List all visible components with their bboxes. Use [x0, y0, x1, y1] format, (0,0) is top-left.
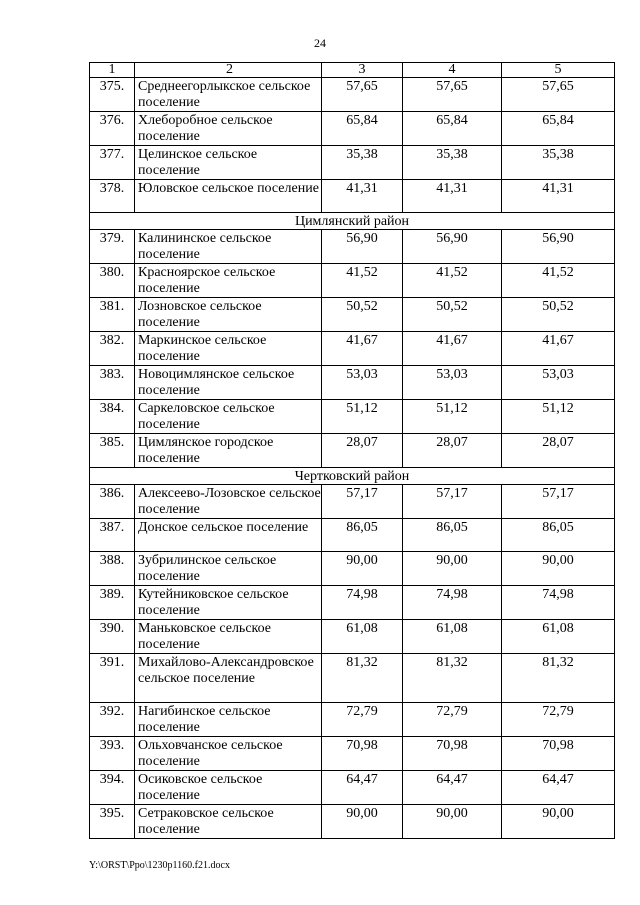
value-col-4: 53,03 — [403, 366, 502, 400]
value-col-5: 41,31 — [502, 180, 615, 213]
settlement-name: Маньковское сельское поселение — [135, 620, 322, 654]
header-col-1: 1 — [90, 63, 135, 78]
value-col-3: 57,17 — [322, 485, 403, 519]
settlement-name: Лозновское сельское поселение — [135, 298, 322, 332]
value-col-4: 61,08 — [403, 620, 502, 654]
value-col-3: 90,00 — [322, 805, 403, 839]
value-col-3: 41,52 — [322, 264, 403, 298]
table-row — [90, 654, 615, 703]
row-number: 390. — [90, 620, 135, 654]
table-row — [90, 400, 615, 434]
settlement-name: Нагибинское сельское поселение — [135, 703, 322, 737]
header-col-2: 2 — [135, 63, 322, 78]
value-col-5: 70,98 — [502, 737, 615, 771]
table-row — [90, 332, 615, 366]
table-row — [90, 298, 615, 332]
value-col-4: 74,98 — [403, 586, 502, 620]
row-number: 386. — [90, 485, 135, 519]
row-number: 381. — [90, 298, 135, 332]
value-col-4: 51,12 — [403, 400, 502, 434]
value-col-4: 90,00 — [403, 805, 502, 839]
table-row — [90, 180, 615, 213]
value-col-5: 81,32 — [502, 654, 615, 703]
value-col-5: 90,00 — [502, 552, 615, 586]
value-col-3: 41,31 — [322, 180, 403, 213]
settlement-name: Красноярское сельское поселение — [135, 264, 322, 298]
table-row — [90, 519, 615, 552]
value-col-4: 57,17 — [403, 485, 502, 519]
table-row — [90, 586, 615, 620]
value-col-5: 50,52 — [502, 298, 615, 332]
row-number: 383. — [90, 366, 135, 400]
settlement-name: Донское сельское поселение — [135, 519, 322, 552]
value-col-5: 57,17 — [502, 485, 615, 519]
file-path-footer: Y:\ORST\Ppo\1230p1160.f21.docx — [89, 860, 230, 871]
district-name: Цимлянский район — [90, 213, 615, 230]
table-row — [90, 112, 615, 146]
table-row — [90, 620, 615, 654]
value-col-4: 50,52 — [403, 298, 502, 332]
row-number: 391. — [90, 654, 135, 703]
value-col-3: 81,32 — [322, 654, 403, 703]
table-row — [90, 434, 615, 468]
row-number: 389. — [90, 586, 135, 620]
value-col-3: 28,07 — [322, 434, 403, 468]
table-row — [90, 366, 615, 400]
row-number: 377. — [90, 146, 135, 180]
value-col-4: 57,65 — [403, 78, 502, 112]
value-col-5: 61,08 — [502, 620, 615, 654]
value-col-3: 57,65 — [322, 78, 403, 112]
settlement-name: Юловское сельское поселение — [135, 180, 322, 213]
row-number: 375. — [90, 78, 135, 112]
settlement-name: Зубрилинское сельское поселение — [135, 552, 322, 586]
settlement-name: Алексеево-Лозовское сельское поселение — [135, 485, 322, 519]
district-row — [90, 468, 615, 485]
value-col-5: 86,05 — [502, 519, 615, 552]
value-col-5: 57,65 — [502, 78, 615, 112]
table-row — [90, 230, 615, 264]
value-col-3: 35,38 — [322, 146, 403, 180]
value-col-5: 51,12 — [502, 400, 615, 434]
value-col-4: 56,90 — [403, 230, 502, 264]
header-col-4: 4 — [403, 63, 502, 78]
row-number: 392. — [90, 703, 135, 737]
row-number: 395. — [90, 805, 135, 839]
row-number: 385. — [90, 434, 135, 468]
value-col-4: 41,31 — [403, 180, 502, 213]
value-col-3: 51,12 — [322, 400, 403, 434]
value-col-5: 74,98 — [502, 586, 615, 620]
row-number: 380. — [90, 264, 135, 298]
table-row — [90, 703, 615, 737]
table-row — [90, 771, 615, 805]
settlement-name: Цимлянское городское поселение — [135, 434, 322, 468]
settlements-table — [89, 62, 615, 839]
settlement-name: Новоцимлянское сельское поселение — [135, 366, 322, 400]
row-number: 384. — [90, 400, 135, 434]
header-col-5: 5 — [502, 63, 615, 78]
row-number: 388. — [90, 552, 135, 586]
settlement-name: Хлеборобное сельское поселение — [135, 112, 322, 146]
settlement-name: Калининское сельское поселение — [135, 230, 322, 264]
header-col-3: 3 — [322, 63, 403, 78]
value-col-4: 41,67 — [403, 332, 502, 366]
page-number: 24 — [314, 36, 326, 50]
value-col-5: 56,90 — [502, 230, 615, 264]
row-number: 387. — [90, 519, 135, 552]
district-name: Чертковский район — [90, 468, 615, 485]
value-col-5: 35,38 — [502, 146, 615, 180]
value-col-3: 90,00 — [322, 552, 403, 586]
value-col-4: 70,98 — [403, 737, 502, 771]
table-row — [90, 737, 615, 771]
value-col-4: 64,47 — [403, 771, 502, 805]
value-col-5: 41,67 — [502, 332, 615, 366]
settlement-name: Маркинское сельское поселение — [135, 332, 322, 366]
row-number: 394. — [90, 771, 135, 805]
value-col-5: 53,03 — [502, 366, 615, 400]
value-col-5: 64,47 — [502, 771, 615, 805]
value-col-3: 70,98 — [322, 737, 403, 771]
settlement-name: Саркеловское сельское поселение — [135, 400, 322, 434]
table-row — [90, 485, 615, 519]
value-col-4: 86,05 — [403, 519, 502, 552]
value-col-4: 65,84 — [403, 112, 502, 146]
settlement-name: Ольховчанское сельское поселение — [135, 737, 322, 771]
table-row — [90, 805, 615, 839]
table-row — [90, 264, 615, 298]
row-number: 382. — [90, 332, 135, 366]
value-col-3: 74,98 — [322, 586, 403, 620]
value-col-3: 53,03 — [322, 366, 403, 400]
value-col-5: 28,07 — [502, 434, 615, 468]
value-col-5: 72,79 — [502, 703, 615, 737]
value-col-4: 90,00 — [403, 552, 502, 586]
value-col-3: 61,08 — [322, 620, 403, 654]
value-col-4: 81,32 — [403, 654, 502, 703]
value-col-4: 35,38 — [403, 146, 502, 180]
settlement-name: Целинское сельское поселение — [135, 146, 322, 180]
value-col-3: 50,52 — [322, 298, 403, 332]
row-number: 376. — [90, 112, 135, 146]
district-row — [90, 213, 615, 230]
value-col-3: 41,67 — [322, 332, 403, 366]
settlement-name: Кутейниковское сельское поселение — [135, 586, 322, 620]
table-row — [90, 552, 615, 586]
row-number: 379. — [90, 230, 135, 264]
value-col-3: 56,90 — [322, 230, 403, 264]
settlement-name: Сетраковское сельское поселение — [135, 805, 322, 839]
value-col-5: 41,52 — [502, 264, 615, 298]
value-col-5: 65,84 — [502, 112, 615, 146]
value-col-3: 65,84 — [322, 112, 403, 146]
value-col-3: 86,05 — [322, 519, 403, 552]
row-number: 393. — [90, 737, 135, 771]
value-col-4: 72,79 — [403, 703, 502, 737]
value-col-3: 72,79 — [322, 703, 403, 737]
value-col-3: 64,47 — [322, 771, 403, 805]
table-header-row — [90, 63, 615, 78]
value-col-4: 28,07 — [403, 434, 502, 468]
table-row — [90, 146, 615, 180]
row-number: 378. — [90, 180, 135, 213]
settlement-name: Михайлово-Александровское сельское поселение — [135, 654, 322, 703]
value-col-5: 90,00 — [502, 805, 615, 839]
value-col-4: 41,52 — [403, 264, 502, 298]
table-row — [90, 78, 615, 112]
settlement-name: Осиковское сельское поселение — [135, 771, 322, 805]
table-body — [90, 63, 615, 839]
settlement-name: Среднеегорлыкское сельское поселение — [135, 78, 322, 112]
